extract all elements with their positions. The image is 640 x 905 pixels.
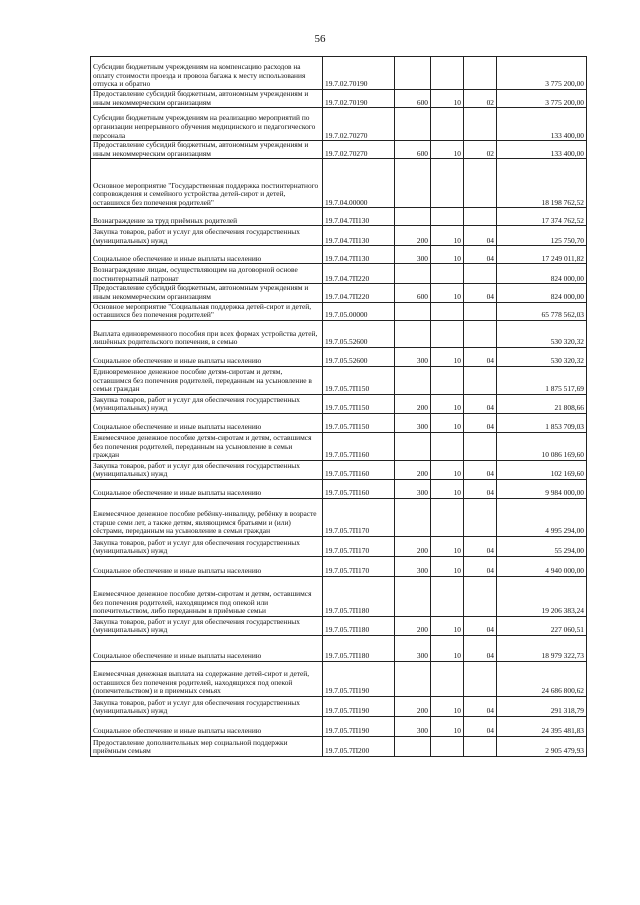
row-section: 10 bbox=[431, 347, 464, 366]
row-code: 19.7.05.52600 bbox=[323, 320, 395, 347]
row-amount: 3 775 200,00 bbox=[497, 57, 587, 90]
row-expense-type bbox=[395, 57, 431, 90]
row-amount: 19 206 383,24 bbox=[497, 576, 587, 616]
row-name: Ежемесячное денежное пособие детям-сиротам и детям, оставшимся без попечения родителей, переданным на усыновление в семьи граждан bbox=[91, 432, 323, 460]
row-subsection bbox=[464, 366, 497, 394]
row-name: Предоставление дополнительных мер социальной поддержки приёмным семьям bbox=[91, 736, 323, 756]
table-row bbox=[91, 246, 587, 264]
row-code: 19.7.04.7П220 bbox=[323, 264, 395, 284]
row-code: 19.7.05.52600 bbox=[323, 347, 395, 366]
row-name: Ежемесячное денежное пособие ребёнку-инвалиду, ребёнку в возрасте старше семи лет, а также детям, являющимся братьями и (или) сёстрами, переданным на усыновление в семьи граждан bbox=[91, 498, 323, 536]
table-row bbox=[91, 284, 587, 302]
row-name: Социальное обеспечение и иные выплаты населению bbox=[91, 479, 323, 498]
row-section bbox=[431, 302, 464, 320]
row-section bbox=[431, 159, 464, 208]
row-section: 10 bbox=[431, 90, 464, 108]
row-name: Субсидии бюджетным учреждениям на компенсацию расходов на оплату стоимости проезда и провоза багажа к месту использования отпуска и обратно bbox=[91, 57, 323, 90]
row-amount: 530 320,32 bbox=[497, 320, 587, 347]
row-subsection: 04 bbox=[464, 479, 497, 498]
row-section: 10 bbox=[431, 394, 464, 413]
row-section bbox=[431, 366, 464, 394]
row-code: 19.7.05.7П170 bbox=[323, 556, 395, 576]
row-name: Предоставление субсидий бюджетным, автономным учреждениям и иным некоммерческим организациям bbox=[91, 90, 323, 108]
table-row bbox=[91, 576, 587, 616]
table-row bbox=[91, 208, 587, 226]
row-amount: 824 000,00 bbox=[497, 284, 587, 302]
row-amount: 17 374 762,52 bbox=[497, 208, 587, 226]
table-row bbox=[91, 716, 587, 736]
row-subsection bbox=[464, 264, 497, 284]
row-subsection: 04 bbox=[464, 226, 497, 246]
row-name: Социальное обеспечение и иные выплаты населению bbox=[91, 716, 323, 736]
row-amount: 125 750,70 bbox=[497, 226, 587, 246]
row-name: Основное мероприятие "Социальная поддержка детей-сирот и детей, оставшихся без попечения родителей" bbox=[91, 302, 323, 320]
table-row bbox=[91, 320, 587, 347]
row-name: Социальное обеспечение и иные выплаты населению bbox=[91, 413, 323, 432]
table-row bbox=[91, 394, 587, 413]
row-amount: 18 198 762,52 bbox=[497, 159, 587, 208]
row-section: 10 bbox=[431, 284, 464, 302]
row-amount: 21 808,66 bbox=[497, 394, 587, 413]
row-section: 10 bbox=[431, 716, 464, 736]
row-subsection bbox=[464, 108, 497, 141]
row-name: Предоставление субсидий бюджетным, автономным учреждениям и иным некоммерческим организациям bbox=[91, 141, 323, 159]
row-name: Социальное обеспечение и иные выплаты населению bbox=[91, 347, 323, 366]
row-subsection bbox=[464, 576, 497, 616]
row-name: Закупка товаров, работ и услуг для обеспечения государственных (муниципальных) нужд bbox=[91, 226, 323, 246]
row-subsection: 04 bbox=[464, 347, 497, 366]
row-name: Социальное обеспечение и иные выплаты населению bbox=[91, 635, 323, 661]
row-code: 19.7.04.7П130 bbox=[323, 226, 395, 246]
row-amount: 824 000,00 bbox=[497, 264, 587, 284]
budget-table bbox=[90, 56, 587, 757]
table-row bbox=[91, 226, 587, 246]
row-section bbox=[431, 736, 464, 756]
row-amount: 1 853 709,03 bbox=[497, 413, 587, 432]
row-code: 19.7.05.7П180 bbox=[323, 616, 395, 635]
row-expense-type: 600 bbox=[395, 141, 431, 159]
table-row bbox=[91, 413, 587, 432]
row-expense-type bbox=[395, 576, 431, 616]
row-code: 19.7.05.7П190 bbox=[323, 661, 395, 696]
row-subsection: 04 bbox=[464, 246, 497, 264]
row-name: Закупка товаров, работ и услуг для обеспечения государственных (муниципальных) нужд bbox=[91, 460, 323, 479]
row-expense-type bbox=[395, 736, 431, 756]
row-section: 10 bbox=[431, 460, 464, 479]
row-section bbox=[431, 57, 464, 90]
row-amount: 3 775 200,00 bbox=[497, 90, 587, 108]
row-subsection: 04 bbox=[464, 460, 497, 479]
row-expense-type: 600 bbox=[395, 284, 431, 302]
row-section bbox=[431, 498, 464, 536]
row-subsection bbox=[464, 498, 497, 536]
row-amount: 291 318,79 bbox=[497, 696, 587, 716]
table-row bbox=[91, 696, 587, 716]
row-expense-type: 200 bbox=[395, 394, 431, 413]
row-section: 10 bbox=[431, 413, 464, 432]
row-expense-type: 300 bbox=[395, 716, 431, 736]
row-amount: 65 778 562,03 bbox=[497, 302, 587, 320]
row-section: 10 bbox=[431, 246, 464, 264]
row-amount: 133 400,00 bbox=[497, 141, 587, 159]
row-subsection: 04 bbox=[464, 716, 497, 736]
row-code: 19.7.04.7П130 bbox=[323, 208, 395, 226]
row-code: 19.7.02.70190 bbox=[323, 90, 395, 108]
table-row bbox=[91, 108, 587, 141]
row-name: Ежемесячная денежная выплата на содержание детей-сирот и детей, оставшихся без попечения родителей, находящихся под опекой (попечительством) и в приемных семьях bbox=[91, 661, 323, 696]
row-expense-type: 300 bbox=[395, 635, 431, 661]
row-section bbox=[431, 264, 464, 284]
row-expense-type: 200 bbox=[395, 616, 431, 635]
row-subsection: 04 bbox=[464, 413, 497, 432]
table-row bbox=[91, 661, 587, 696]
table-row bbox=[91, 432, 587, 460]
row-code: 19.7.04.7П220 bbox=[323, 284, 395, 302]
row-code: 19.7.05.7П190 bbox=[323, 696, 395, 716]
row-code: 19.7.05.7П180 bbox=[323, 576, 395, 616]
row-expense-type bbox=[395, 159, 431, 208]
row-name: Вознаграждение за труд приёмных родителей bbox=[91, 208, 323, 226]
row-subsection bbox=[464, 432, 497, 460]
table-row bbox=[91, 616, 587, 635]
row-subsection: 02 bbox=[464, 90, 497, 108]
row-name: Основное мероприятие "Государственная поддержка постинтернатного сопровождения и семейного устройства детей-сирот и детей, оставшихся без попечения родителей" bbox=[91, 159, 323, 208]
row-amount: 17 249 011,82 bbox=[497, 246, 587, 264]
row-subsection: 02 bbox=[464, 141, 497, 159]
row-section: 10 bbox=[431, 536, 464, 556]
row-subsection: 04 bbox=[464, 556, 497, 576]
row-code: 19.7.05.7П150 bbox=[323, 366, 395, 394]
row-section bbox=[431, 661, 464, 696]
row-name: Социальное обеспечение и иные выплаты населению bbox=[91, 246, 323, 264]
row-expense-type: 200 bbox=[395, 696, 431, 716]
page-number: 56 bbox=[314, 33, 326, 45]
row-name: Предоставление субсидий бюджетным, автономным учреждениям и иным некоммерческим организациям bbox=[91, 284, 323, 302]
row-name: Закупка товаров, работ и услуг для обеспечения государственных (муниципальных) нужд bbox=[91, 616, 323, 635]
row-amount: 24 395 481,83 bbox=[497, 716, 587, 736]
row-subsection: 04 bbox=[464, 394, 497, 413]
row-section bbox=[431, 208, 464, 226]
row-expense-type bbox=[395, 498, 431, 536]
table-row bbox=[91, 366, 587, 394]
row-section bbox=[431, 108, 464, 141]
row-name: Закупка товаров, работ и услуг для обеспечения государственных (муниципальных) нужд bbox=[91, 536, 323, 556]
row-code: 19.7.05.7П190 bbox=[323, 716, 395, 736]
table-row bbox=[91, 141, 587, 159]
row-name: Закупка товаров, работ и услуг для обеспечения государственных (муниципальных) нужд bbox=[91, 696, 323, 716]
row-code: 19.7.05.7П160 bbox=[323, 460, 395, 479]
table-row bbox=[91, 556, 587, 576]
row-section: 10 bbox=[431, 635, 464, 661]
row-code: 19.7.05.7П160 bbox=[323, 432, 395, 460]
row-subsection bbox=[464, 661, 497, 696]
row-amount: 9 984 000,00 bbox=[497, 479, 587, 498]
row-amount: 102 169,60 bbox=[497, 460, 587, 479]
table-row bbox=[91, 302, 587, 320]
row-subsection: 04 bbox=[464, 616, 497, 635]
row-expense-type: 200 bbox=[395, 536, 431, 556]
row-subsection bbox=[464, 320, 497, 347]
row-subsection: 04 bbox=[464, 284, 497, 302]
row-subsection bbox=[464, 736, 497, 756]
row-name: Единовременное денежное пособие детям-сиротам и детям, оставшимся без попечения родителей, переданным на усыновление в семьи граждан bbox=[91, 366, 323, 394]
row-expense-type: 300 bbox=[395, 556, 431, 576]
row-code: 19.7.05.7П160 bbox=[323, 479, 395, 498]
row-amount: 2 905 479,93 bbox=[497, 736, 587, 756]
row-section bbox=[431, 432, 464, 460]
row-code: 19.7.02.70270 bbox=[323, 108, 395, 141]
row-amount: 227 060,51 bbox=[497, 616, 587, 635]
row-name: Социальное обеспечение и иные выплаты населению bbox=[91, 556, 323, 576]
table-row bbox=[91, 460, 587, 479]
row-expense-type: 600 bbox=[395, 90, 431, 108]
row-expense-type bbox=[395, 302, 431, 320]
row-code: 19.7.02.70190 bbox=[323, 57, 395, 90]
table-row bbox=[91, 159, 587, 208]
row-subsection: 04 bbox=[464, 536, 497, 556]
row-subsection bbox=[464, 208, 497, 226]
row-expense-type bbox=[395, 661, 431, 696]
row-expense-type: 200 bbox=[395, 226, 431, 246]
row-code: 19.7.05.7П180 bbox=[323, 635, 395, 661]
row-amount: 530 320,32 bbox=[497, 347, 587, 366]
row-subsection: 04 bbox=[464, 696, 497, 716]
row-amount: 1 875 517,69 bbox=[497, 366, 587, 394]
row-subsection bbox=[464, 57, 497, 90]
row-name: Выплата единовременного пособия при всех формах устройства детей, лишённых родительского попечения, в семью bbox=[91, 320, 323, 347]
row-section: 10 bbox=[431, 696, 464, 716]
row-section: 10 bbox=[431, 141, 464, 159]
row-code: 19.7.05.7П150 bbox=[323, 394, 395, 413]
row-amount: 10 086 169,60 bbox=[497, 432, 587, 460]
row-subsection bbox=[464, 159, 497, 208]
table-row bbox=[91, 90, 587, 108]
row-section: 10 bbox=[431, 226, 464, 246]
row-expense-type bbox=[395, 366, 431, 394]
row-code: 19.7.05.7П170 bbox=[323, 536, 395, 556]
row-name: Ежемесячное денежное пособие детям-сиротам и детям, оставшимся без попечения родителей, находящимся под опекой или попечительством, либо переданным в приёмные семьи bbox=[91, 576, 323, 616]
table-row bbox=[91, 347, 587, 366]
row-expense-type bbox=[395, 208, 431, 226]
table-row bbox=[91, 736, 587, 756]
row-name: Вознаграждение лицам, осуществляющим на договорной основе постинтернатный патронат bbox=[91, 264, 323, 284]
row-code: 19.7.04.00000 bbox=[323, 159, 395, 208]
row-expense-type: 300 bbox=[395, 413, 431, 432]
row-name: Закупка товаров, работ и услуг для обеспечения государственных (муниципальных) нужд bbox=[91, 394, 323, 413]
row-section bbox=[431, 320, 464, 347]
row-amount: 55 294,00 bbox=[497, 536, 587, 556]
row-subsection bbox=[464, 302, 497, 320]
row-code: 19.7.05.00000 bbox=[323, 302, 395, 320]
row-amount: 18 979 322,73 bbox=[497, 635, 587, 661]
row-code: 19.7.05.7П200 bbox=[323, 736, 395, 756]
table-row bbox=[91, 264, 587, 284]
row-section: 10 bbox=[431, 556, 464, 576]
row-amount: 4 940 000,00 bbox=[497, 556, 587, 576]
row-expense-type bbox=[395, 432, 431, 460]
row-expense-type: 300 bbox=[395, 246, 431, 264]
row-expense-type: 200 bbox=[395, 460, 431, 479]
row-expense-type bbox=[395, 264, 431, 284]
table-row bbox=[91, 536, 587, 556]
table-row bbox=[91, 498, 587, 536]
row-section bbox=[431, 576, 464, 616]
table-row bbox=[91, 479, 587, 498]
row-section: 10 bbox=[431, 479, 464, 498]
row-amount: 24 686 800,62 bbox=[497, 661, 587, 696]
row-amount: 133 400,00 bbox=[497, 108, 587, 141]
row-subsection: 04 bbox=[464, 635, 497, 661]
row-code: 19.7.05.7П170 bbox=[323, 498, 395, 536]
row-expense-type: 300 bbox=[395, 479, 431, 498]
row-code: 19.7.04.7П130 bbox=[323, 246, 395, 264]
row-code: 19.7.05.7П150 bbox=[323, 413, 395, 432]
budget-table-body bbox=[91, 57, 587, 757]
row-code: 19.7.02.70270 bbox=[323, 141, 395, 159]
row-section: 10 bbox=[431, 616, 464, 635]
table-row bbox=[91, 57, 587, 90]
row-expense-type: 300 bbox=[395, 347, 431, 366]
row-amount: 4 995 294,00 bbox=[497, 498, 587, 536]
row-name: Субсидии бюджетным учреждениям на реализацию мероприятий по организации непрерывного обучения медицинского и педагогического персонала bbox=[91, 108, 323, 141]
row-expense-type bbox=[395, 108, 431, 141]
table-row bbox=[91, 635, 587, 661]
row-expense-type bbox=[395, 320, 431, 347]
